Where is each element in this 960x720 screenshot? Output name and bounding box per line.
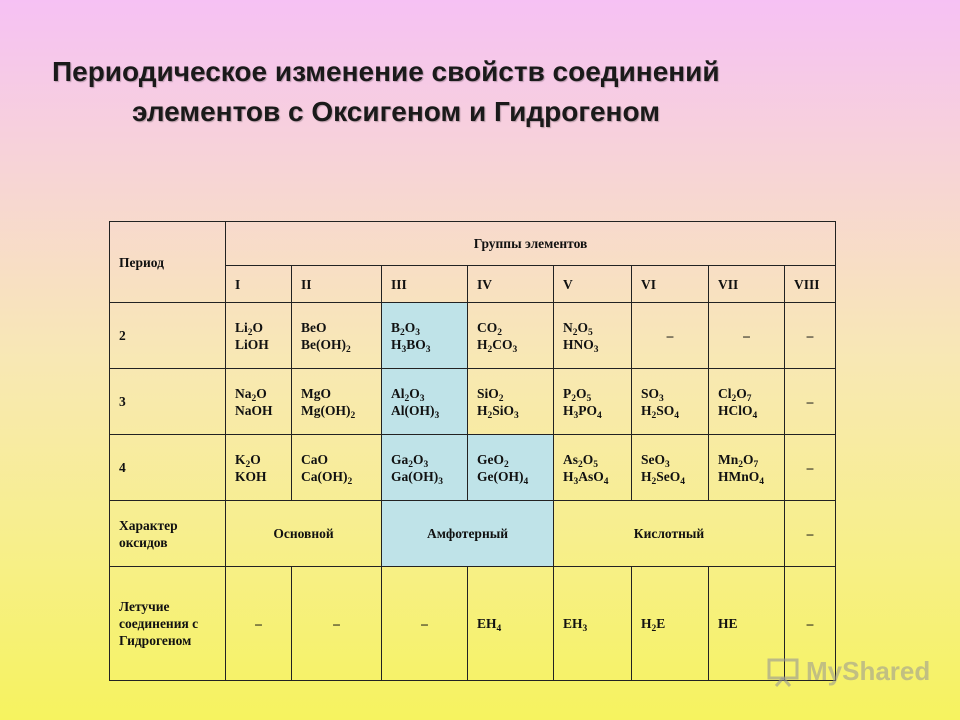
formula-subscript: 2 [346,344,351,355]
formula-subscript: 2 [651,624,657,634]
formula-text: PO [578,402,598,418]
formula-subscript: 2 [247,327,253,338]
formula-text: H [563,468,574,484]
formula-subscript: 4 [752,410,758,421]
oxide-acidic: Кислотный [554,501,785,567]
formula-subscript: 3 [434,410,440,421]
empty-cell: – [382,567,468,681]
formula-text: Mn [718,451,739,467]
group-header-VII: VII [709,266,785,303]
formula-text: NaOH [235,402,273,418]
formula-line [718,451,784,468]
formula-text: H [477,402,488,418]
formula-line [301,336,381,353]
formula-subscript: 2 [651,410,657,421]
table-row [110,435,836,501]
formula-subscript: 2 [497,327,502,338]
formula-line [641,402,708,419]
formula-text: BeO [301,319,327,335]
formula-text: O [409,385,420,401]
compound-cell [382,369,468,435]
group-header-IV: IV [468,266,554,303]
compound-cell [468,369,554,435]
formula-text: CO [477,319,498,335]
formula-text: H [391,336,402,352]
formula-text: SiO [477,385,499,401]
formula-text: N [563,319,573,335]
formula-line [563,615,631,632]
compound-cell [632,435,709,501]
formula-text: HE [718,616,738,631]
formula-subscript: 3 [573,476,579,487]
hydride-cell [554,567,632,681]
formula-subscript: 3 [582,624,588,634]
formula-text: BO [406,336,426,352]
hydrogen-compounds-row [110,567,836,681]
compound-cell [292,369,382,435]
formula-line [301,402,381,419]
formula-line [301,451,381,468]
formula-text: HNO [563,336,594,352]
compound-cell [226,435,292,501]
formula-text: CaO [301,451,328,467]
empty-cell: – [785,567,836,681]
compound-cell [632,369,709,435]
empty-cell: – [785,369,836,435]
formula-line [641,615,708,632]
formula-line [391,468,467,485]
group-header-VIII: VIII [785,266,836,303]
formula-text: O [743,451,754,467]
formula-subscript: 2 [408,459,414,470]
formula-subscript: 2 [347,476,353,487]
formula-subscript: 2 [251,393,257,404]
formula-line [563,336,631,353]
oxide-character-row [110,501,836,567]
formula-line [477,615,553,632]
title-line-2: элементов с Оксигеном и Гидрогеном [132,96,660,127]
formula-text: Li [235,319,248,335]
empty-cell: – [632,303,709,369]
formula-line [235,385,291,402]
formula-line [641,385,708,402]
formula-text: Al [391,385,405,401]
formula-line [301,319,381,336]
oxide-amphoteric: Амфотерный [382,501,554,567]
formula-subscript: 3 [573,410,579,421]
formula-subscript: 4 [603,476,609,487]
formula-line [477,319,553,336]
period-number: 2 [110,303,226,369]
group-header-V: V [554,266,632,303]
formula-text: Be(OH) [301,336,346,352]
watermark [766,656,930,687]
formula-subscript: 2 [400,327,405,338]
formula-subscript: 2 [245,459,251,470]
formula-subscript: 4 [674,410,680,421]
formula-text: Na [235,385,252,401]
hydride-cell [468,567,554,681]
formula-text: O [576,385,587,401]
formula-line [235,319,291,336]
formula-subscript: 3 [423,459,429,470]
formula-text: O [404,319,416,335]
formula-subscript: 3 [401,344,407,355]
formula-subscript: 2 [578,459,583,470]
formula-text: O [577,319,589,335]
formula-line [641,451,708,468]
empty-cell: – [785,435,836,501]
formula-line [563,451,631,468]
formula-line [718,385,784,402]
formula-subscript: 3 [665,459,670,470]
formula-subscript: 2 [487,344,493,355]
formula-text: As [563,451,579,467]
slide-title [0,52,960,132]
formula-subscript: 3 [419,393,425,404]
group-header-III: III [382,266,468,303]
group-header-II: II [292,266,382,303]
compound-cell [709,369,785,435]
formula-subscript: 4 [597,410,602,421]
formula-text: O [252,319,264,335]
formula-subscript: 4 [523,476,529,487]
formula-line [235,336,291,353]
compound-cell [554,303,632,369]
formula-text: Cl [718,385,732,401]
formula-subscript: 5 [593,459,599,470]
formula-text: O [582,451,594,467]
oxide-character-label: Характер оксидов [110,501,226,567]
formula-subscript: 3 [425,344,431,355]
table-row [110,369,836,435]
compound-cell [468,435,554,501]
watermark-text: MyShared [806,656,931,686]
oxide-viii: – [785,501,836,567]
formula-line [391,402,467,419]
formula-text: MgO [301,385,331,401]
hydride-cell [632,567,709,681]
empty-cell: – [226,567,292,681]
compound-cell [226,369,292,435]
formula-text: E [656,616,666,631]
formula-text: H [641,402,652,418]
oxide-basic: Основной [226,501,382,567]
compound-cell [554,369,632,435]
formula-subscript: 5 [588,327,593,338]
compound-cell [709,435,785,501]
formula-subscript: 2 [498,393,504,404]
formula-subscript: 4 [680,476,686,487]
compound-cell [226,303,292,369]
formula-text: GeO [477,451,504,467]
formula-subscript: 3 [438,476,443,487]
group-header-I: I [226,266,292,303]
formula-line [391,451,467,468]
formula-line [477,468,553,485]
formula-text: H [641,468,652,484]
formula-text: Mg(OH) [301,402,351,418]
formula-text: SeO [641,451,666,467]
formula-subscript: 2 [651,476,657,487]
formula-line [718,402,784,419]
formula-text: SO [656,402,675,418]
formula-text: CO [492,336,513,352]
formula-subscript: 3 [514,410,519,421]
presentation-icon [766,657,800,687]
formula-text: H [641,616,652,631]
formula-line [235,468,291,485]
formula-subscript: 2 [404,393,410,404]
formula-subscript: 3 [593,344,599,355]
formula-subscript: 2 [504,459,509,470]
hydrogen-compounds-label: Летучие соединения с Гидрогеном [110,567,226,681]
formula-subscript: 4 [759,476,765,487]
formula-subscript: 5 [586,393,592,404]
formula-subscript: 2 [738,459,743,470]
formula-line [718,615,784,632]
formula-line [477,402,553,419]
formula-text: Ga [391,451,409,467]
formula-line [563,402,631,419]
formula-subscript: 4 [496,624,502,634]
formula-subscript: 3 [512,344,518,355]
compound-cell [554,435,632,501]
formula-text: LiOH [235,336,269,352]
formula-line [235,402,291,419]
formula-line [301,385,381,402]
formula-text: Al(OH) [391,402,435,418]
formula-text: HMnO [718,468,760,484]
period-number: 3 [110,369,226,435]
formula-text: Ge(OH) [477,468,524,484]
empty-cell: – [709,303,785,369]
formula-text: SiO [492,402,515,418]
formula-line [391,319,467,336]
formula-text: SeO [656,468,681,484]
formula-text: H [477,336,488,352]
period-number: 4 [110,435,226,501]
formula-text: Ga(OH) [391,468,439,484]
formula-subscript: 2 [731,393,737,404]
header-row-groups [110,222,836,266]
formula-subscript: 3 [659,393,664,404]
formula-text: K [235,451,246,467]
formula-line [477,385,553,402]
formula-text: Ca(OH) [301,468,348,484]
groups-header: Группы элементов [226,222,836,266]
formula-subscript: 2 [572,327,578,338]
formula-line [563,468,631,485]
formula-text: O [250,451,261,467]
formula-text: EH [477,616,497,631]
title-line-1: Периодическое изменение свойств соединений [52,56,720,87]
compound-cell [468,303,554,369]
formula-line [477,451,553,468]
formula-text: O [256,385,267,401]
formula-line [391,385,467,402]
empty-cell: – [785,303,836,369]
formula-text: EH [563,616,583,631]
group-header-VI: VI [632,266,709,303]
formula-subscript: 3 [415,327,421,338]
formula-text: O [736,385,747,401]
periodic-table [109,221,836,681]
formula-subscript: 7 [753,459,759,470]
formula-text: P [563,385,572,401]
formula-line [301,468,381,485]
period-header: Период [110,222,226,303]
formula-text: B [391,319,401,335]
compound-cell [292,435,382,501]
formula-text: O [413,451,424,467]
formula-subscript: 2 [571,393,576,404]
formula-text: KOH [235,468,267,484]
compound-cell [292,303,382,369]
formula-line [641,468,708,485]
formula-subscript: 2 [487,410,493,421]
compound-cell [382,303,468,369]
formula-text: AsO [578,468,604,484]
formula-text: H [563,402,574,418]
table-row [110,303,836,369]
formula-line [563,385,631,402]
formula-line [235,451,291,468]
formula-text: HClO [718,402,753,418]
formula-line [563,319,631,336]
formula-subscript: 2 [350,410,356,421]
empty-cell: – [292,567,382,681]
formula-line [391,336,467,353]
formula-subscript: 7 [746,393,752,404]
formula-line [477,336,553,353]
compound-cell [382,435,468,501]
formula-line [718,468,784,485]
formula-text: SO [641,385,660,401]
